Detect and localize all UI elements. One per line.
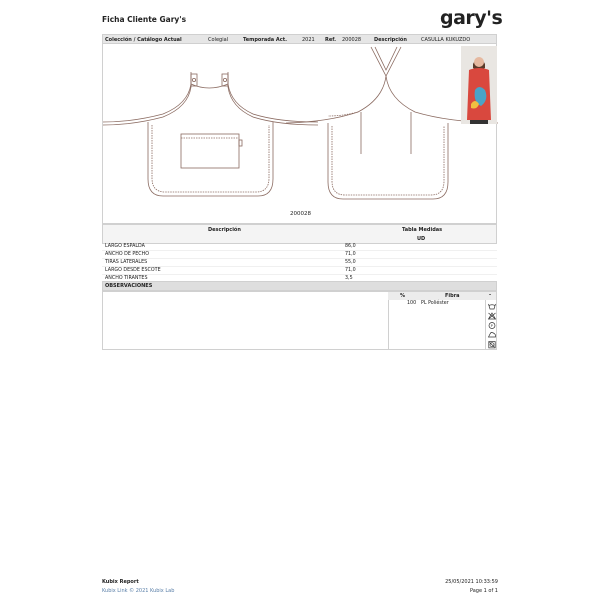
footer-datetime: 25/05/2021 10:33:59 <box>445 579 498 585</box>
footer-page: Page 1 of 1 <box>469 588 498 594</box>
document-title: Ficha Cliente Gary's <box>102 15 187 24</box>
ref-value: 200028 <box>342 36 362 43</box>
temporada-value: 2021 <box>302 36 315 43</box>
measures-table <box>102 243 497 283</box>
measures-col-tabla: Tabla Medidas <box>402 227 443 233</box>
row-description: ANCHO TIRANTES <box>105 276 148 281</box>
footer-report: Kubix Report <box>102 579 139 585</box>
row-value: 71,0 <box>345 252 356 257</box>
ref-label: Ref. <box>325 36 337 43</box>
measures-col-descripcion: Descripción <box>208 227 241 233</box>
tumble-dry-icon <box>489 342 495 348</box>
brand-logo: gary's <box>440 7 503 29</box>
fiber-col-care: - <box>489 292 492 298</box>
technical-sketch <box>102 44 497 224</box>
descripcion-value: CASULLA KUKUZDO <box>421 36 471 43</box>
descripcion-label: Descripción <box>374 36 407 43</box>
fiber-col-percent: % <box>400 293 406 299</box>
row-value: 86,0 <box>345 244 356 249</box>
row-description: ANCHO DE PECHO <box>105 252 150 257</box>
product-photo <box>461 46 497 124</box>
fiber-header <box>388 292 496 300</box>
temporada-label: Temporada Act. <box>243 36 288 43</box>
table-row <box>102 267 497 275</box>
coleccion-label: Colección / Catálogo Actual <box>105 36 182 43</box>
row-description: TIRAS LATERALES <box>105 260 148 265</box>
dry-clean-icon <box>489 323 495 329</box>
table-row <box>102 259 497 267</box>
footer-link[interactable]: Kubix Link © 2021 Kubix Lab <box>102 588 175 594</box>
observations-header: OBSERVACIONES <box>102 281 497 291</box>
sketch-caption: 200028 <box>290 211 311 217</box>
no-bleach-icon <box>489 313 496 319</box>
iron-icon <box>489 333 496 338</box>
measures-header <box>102 224 497 244</box>
table-row <box>102 243 497 251</box>
row-description: LARGO DESDE ESCOTE <box>105 268 161 273</box>
fiber-name: PL Poliéster <box>421 301 449 306</box>
row-value: 3,5 <box>345 276 353 281</box>
info-bar <box>102 34 497 44</box>
svg-text:P: P <box>490 324 493 328</box>
coleccion-value: Colegial <box>208 36 229 43</box>
measures-col-size: UD <box>417 236 426 242</box>
row-description: LARGO ESPALDA <box>105 244 145 249</box>
wash-30-icon <box>489 304 496 309</box>
care-icons <box>487 302 497 350</box>
fiber-col-fibra: Fibra <box>445 293 460 299</box>
apron-drawing <box>103 44 498 209</box>
row-value: 55,0 <box>345 260 356 265</box>
table-row <box>102 251 497 259</box>
row-value: 71,0 <box>345 268 356 273</box>
fiber-percent: 100 <box>407 301 417 306</box>
